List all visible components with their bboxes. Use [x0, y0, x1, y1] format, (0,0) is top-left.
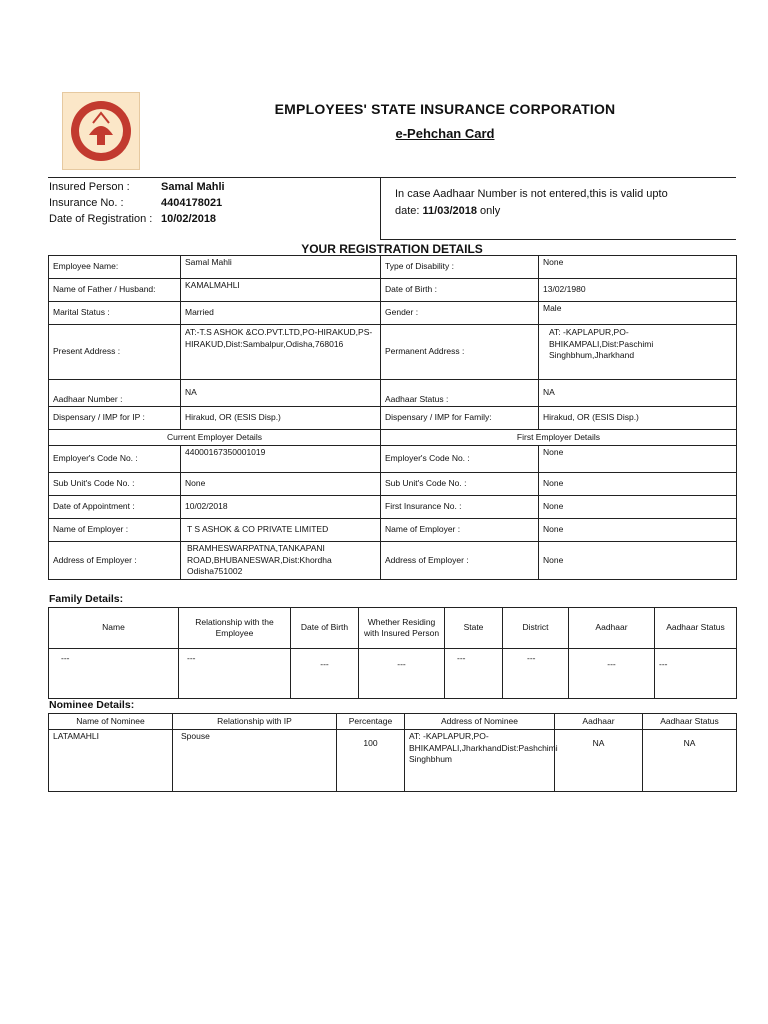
- insurance-no-label: Insurance No. :: [49, 197, 124, 209]
- marital-value: Married: [181, 302, 381, 325]
- nominee-col-percentage: Percentage: [337, 714, 405, 730]
- employee-name-label: Employee Name:: [49, 256, 181, 279]
- family-table: [48, 607, 737, 699]
- nominee-aadhaar-status: NA: [643, 730, 737, 792]
- nominee-address: AT: -KAPLAPUR,PO-BHIKAMPALI,JharkhandDist:Pashchimi Singhbhum: [405, 730, 555, 792]
- first-employer-name-value: None: [539, 519, 737, 542]
- disability-label: Type of Disability :: [381, 256, 539, 279]
- dispensary-family-label: Dispensary / IMP for Family:: [381, 407, 539, 430]
- employer-subheadings: [49, 430, 737, 446]
- table-row: [49, 279, 737, 302]
- dispensary-ip-label: Dispensary / IMP for IP :: [49, 407, 181, 430]
- esic-logo: [62, 92, 140, 170]
- first-employer-code-value: None: [539, 446, 737, 473]
- current-employer-address-label: Address of Employer :: [49, 542, 181, 580]
- permanent-address-value: AT: -KAPLAPUR,PO-BHIKAMPALI,Dist:Paschimi Singhbhum,Jharkhand: [539, 325, 737, 380]
- nominee-aadhaar: NA: [555, 730, 643, 792]
- family-header-row: [49, 608, 737, 649]
- nominee-heading: Nominee Details:: [49, 699, 135, 711]
- appointment-label: Date of Appointment :: [49, 496, 181, 519]
- dispensary-family-value: Hirakud, OR (ESIS Disp.): [539, 407, 737, 430]
- registration-heading: YOUR REGISTRATION DETAILS: [301, 242, 483, 256]
- card-title: e-Pehchan Card: [395, 126, 495, 141]
- nominee-col-aadhaar-status: Aadhaar Status: [643, 714, 737, 730]
- table-row: [49, 519, 737, 542]
- first-subunit-value: None: [539, 473, 737, 496]
- family-cell: ---: [179, 649, 291, 699]
- first-insurance-label: First Insurance No. :: [381, 496, 539, 519]
- family-cell: ---: [359, 649, 445, 699]
- first-insurance-value: None: [539, 496, 737, 519]
- family-col-dob: Date of Birth: [291, 608, 359, 649]
- disability-value: None: [539, 256, 737, 279]
- family-col-aadhaar: Aadhaar: [569, 608, 655, 649]
- family-col-relationship: Relationship with the Employee: [179, 608, 291, 649]
- current-subunit-label: Sub Unit's Code No. :: [49, 473, 181, 496]
- family-heading: Family Details:: [49, 593, 124, 605]
- insured-person-label: Insured Person :: [49, 181, 130, 193]
- dob-label: Date of Birth :: [381, 279, 539, 302]
- employee-name-value: Samal Mahli: [181, 256, 381, 279]
- present-address-label: Present Address :: [49, 325, 181, 380]
- family-cell: ---: [503, 649, 569, 699]
- divider-vertical: [380, 177, 381, 240]
- aadhaar-label: Aadhaar Number :: [49, 380, 181, 407]
- current-employer-code-label: Employer's Code No. :: [49, 446, 181, 473]
- current-employer-heading: Current Employer Details: [49, 430, 381, 446]
- gender-label: Gender :: [381, 302, 539, 325]
- divider-right: [380, 239, 736, 240]
- family-cell: ---: [445, 649, 503, 699]
- first-employer-heading: First Employer Details: [381, 430, 737, 446]
- family-cell: ---: [569, 649, 655, 699]
- esic-emblem-icon: [63, 93, 139, 169]
- aadhaar-status-label: Aadhaar Status :: [381, 380, 539, 407]
- nominee-col-relationship: Relationship with IP: [173, 714, 337, 730]
- current-employer-code-value: 44000167350001019: [181, 446, 381, 473]
- table-row: [49, 473, 737, 496]
- nominee-col-aadhaar: Aadhaar: [555, 714, 643, 730]
- nominee-percentage: 100: [337, 730, 405, 792]
- validity-text: In case Aadhaar Number is not entered,this is valid upto: [395, 188, 668, 200]
- table-row: [49, 446, 737, 473]
- first-employer-name-label: Name of Employer :: [381, 519, 539, 542]
- insurance-no-row: [49, 195, 222, 211]
- nominee-table: [48, 713, 737, 792]
- first-employer-address-value: None: [539, 542, 737, 580]
- present-address-value: AT:-T.S ASHOK &CO.PVT.LTD,PO-HIRAKUD,PS-HIRAKUD,Dist:Sambalpur,Odisha,768016: [181, 325, 381, 380]
- current-employer-name-label: Name of Employer :: [49, 519, 181, 542]
- nominee-relationship: Spouse: [173, 730, 337, 792]
- nominee-col-address: Address of Nominee: [405, 714, 555, 730]
- registration-date-label: Date of Registration :: [49, 213, 153, 225]
- aadhaar-value: NA: [181, 380, 381, 407]
- table-row: [49, 325, 737, 380]
- table-row: [49, 730, 737, 792]
- registration-date-row: [49, 211, 216, 227]
- table-row: [49, 302, 737, 325]
- insurance-no-value: 4404178021: [161, 197, 223, 209]
- family-col-residing: Whether Residing with Insured Person: [359, 608, 445, 649]
- father-label: Name of Father / Husband:: [49, 279, 181, 302]
- current-employer-name-value: T S ASHOK & CO PRIVATE LIMITED: [181, 519, 381, 542]
- insured-person-value: Samal Mahli: [161, 181, 225, 193]
- father-value: KAMALMAHLI: [181, 279, 381, 302]
- insured-person-row: [49, 179, 225, 195]
- family-col-aadhaar-status: Aadhaar Status: [655, 608, 737, 649]
- current-employer-address-value: BRAMHESWARPATNA,TANKAPANI ROAD,BHUBANESWAR,Dist:Khordha Odisha751002: [181, 542, 381, 580]
- aadhaar-status-value: NA: [539, 380, 737, 407]
- divider-top: [48, 177, 736, 178]
- first-subunit-label: Sub Unit's Code No. :: [381, 473, 539, 496]
- validity-note: [395, 186, 735, 220]
- table-row: [49, 256, 737, 279]
- table-row: [49, 649, 737, 699]
- family-cell: ---: [291, 649, 359, 699]
- dob-value: 13/02/1980: [539, 279, 737, 302]
- first-employer-address-label: Address of Employer :: [381, 542, 539, 580]
- marital-label: Marital Status :: [49, 302, 181, 325]
- family-cell: ---: [49, 649, 179, 699]
- validity-date-label: date:: [395, 205, 420, 217]
- nominee-name: LATAMAHLI: [49, 730, 173, 792]
- table-row: [49, 496, 737, 519]
- nominee-header-row: [49, 714, 737, 730]
- gender-value: Male: [539, 302, 737, 325]
- registration-table: [48, 255, 737, 580]
- registration-date-value: 10/02/2018: [161, 213, 217, 225]
- nominee-col-name: Name of Nominee: [49, 714, 173, 730]
- appointment-value: 10/02/2018: [181, 496, 381, 519]
- family-col-name: Name: [49, 608, 179, 649]
- current-subunit-value: None: [181, 473, 381, 496]
- table-row: [49, 407, 737, 430]
- dispensary-ip-value: Hirakud, OR (ESIS Disp.): [181, 407, 381, 430]
- org-title: EMPLOYEES' STATE INSURANCE CORPORATION: [274, 101, 616, 117]
- permanent-address-label: Permanent Address :: [381, 325, 539, 380]
- table-row: [49, 542, 737, 580]
- first-employer-code-label: Employer's Code No. :: [381, 446, 539, 473]
- family-col-state: State: [445, 608, 503, 649]
- family-cell: ---: [655, 649, 737, 699]
- table-row: [49, 380, 737, 407]
- family-col-district: District: [503, 608, 569, 649]
- validity-suffix: only: [480, 205, 501, 217]
- validity-date: 11/03/2018: [422, 205, 477, 217]
